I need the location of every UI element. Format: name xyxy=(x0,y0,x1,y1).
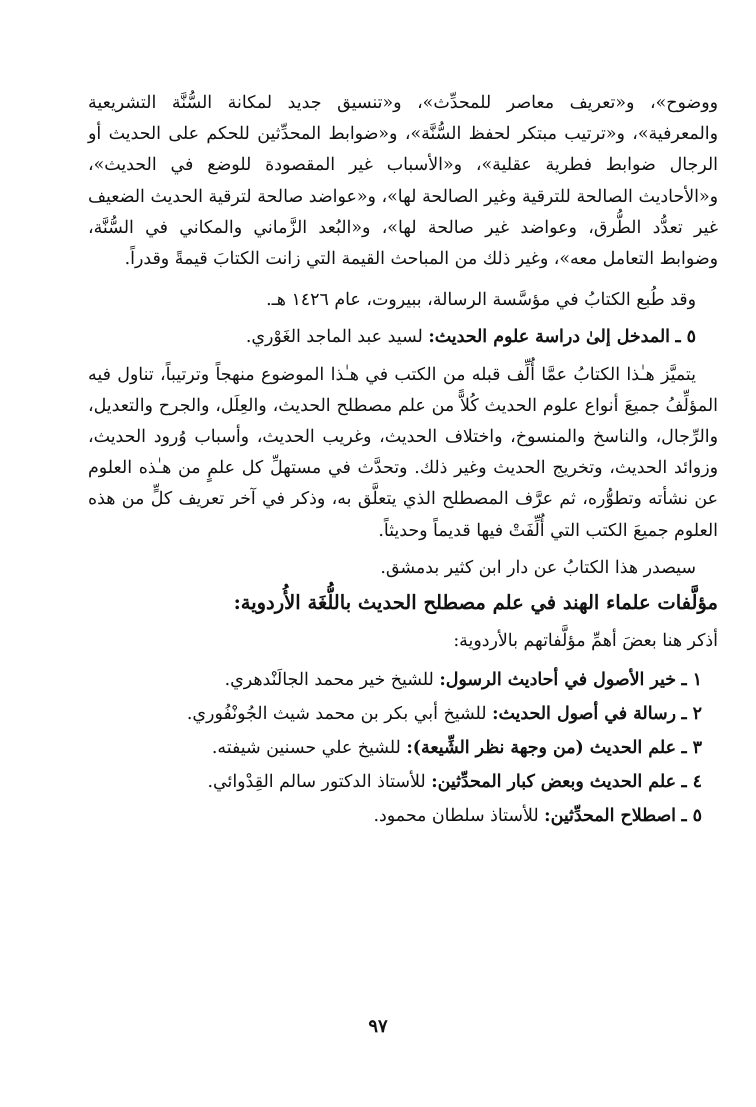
urdu-books-list xyxy=(88,663,718,833)
intro-paragraph: ووضوح»، و«تعريف معاصر للمحدِّث»، و«تنسيق جديد لمكانة السُّنَّة التشريعية والمعرفية»، و«ترتيب مبتكر لحفظ السُّنَّة»، و«ضوابط المحدِّثين للحكم على الحديث أو الرجال ضوابط فطرية عقلية»، و«الأسباب غير المقصودة للوضع في الحديث»، و«الأحاديث الصالحة للترقية وغير الصالحة لها»، و«عواضد صالحة لترقية الحديث الضعيف غير تعدُّد الطُّرق، وعواضد غير صالحة لها»، و«البُعد الزَّماني والمكاني في السُّنَّة، وضوابط التعامل معه»، وغير ذلك من المباحث القيمة التي زانت الكتابَ قيمةً وقدراً. xyxy=(88,93,718,270)
list-item xyxy=(88,731,718,765)
item-title: علم الحديث (من وجهة نظر الشِّيعة): xyxy=(406,738,676,759)
list-item xyxy=(88,765,718,799)
item-number: ٥ ـ xyxy=(681,806,702,827)
section-intro: أذكر هنا بعضَ أهمِّ مؤلَّفاتهم بالأردوية: xyxy=(453,631,718,652)
item-author: للشيخ أبي بكر بن محمد شيث الجُونْفُوري. xyxy=(186,704,487,725)
item-author: للشيخ علي حسنين شيفته. xyxy=(211,738,401,759)
book-number: ٥ ـ xyxy=(675,327,696,348)
page-number: ٩٧ xyxy=(368,1016,388,1037)
book-author: لسيد عبد الماجد الغَوْري. xyxy=(245,327,423,348)
item-title: رسالة في أصول الحديث: xyxy=(492,704,676,725)
item-number: ١ ـ xyxy=(681,670,702,691)
item-author: للأستاذ سلطان محمود. xyxy=(373,806,539,827)
list-item xyxy=(88,799,718,833)
book-entry-5 xyxy=(88,322,718,353)
item-number: ٣ ـ xyxy=(681,738,702,759)
item-number: ٤ ـ xyxy=(681,772,702,793)
publish-note: سيصدر هذا الكتابُ عن دار ابن كثير بدمشق. xyxy=(380,557,696,578)
item-author: للأستاذ الدكتور سالم القِدْوائي. xyxy=(207,772,426,793)
book-description: يتميَّز هـٰذا الكتابُ عمَّا أُلِّف قبله من الكتب في هـٰذا الموضوع منهجاً وترتيباً، تناول فيه المؤلِّفُ جميعَ أنواع علوم الحديث كُلاًّ من علم مصطلح الحديث، والعِلَل، والجرح والتعديل، والرِّجال، والناسخ والمنسوخ، واختلاف الحديث، وغريب الحديث، وأسباب وُرود الحديث، وزوائد الحديث، وتخريج الحديث وغير ذلك. وتحدَّث في مستهلِّ كل علمٍ من هـٰذه العلوم عن نشأته وتطوُّره، ثم عرَّف المصطلح الذي يتعلَّق به، وذكر في آخر تعريف كلٍّ من هذه العلوم جميعَ الكتب التي أُلِّفَتْ فيها قديماً وحديثاً. xyxy=(88,364,718,541)
list-item xyxy=(88,697,718,731)
print-note: وقد طُبع الكتابُ في مؤسَّسة الرسالة، ببيروت، عام ١٤٢٦ هـ. xyxy=(266,290,696,311)
item-number: ٢ ـ xyxy=(681,704,702,725)
item-author: للشيخ خير محمد الجالَنْدهري. xyxy=(224,670,434,691)
item-title: اصطلاح المحدِّثين: xyxy=(544,806,676,827)
item-title: خير الأصول في أحاديث الرسول: xyxy=(439,670,676,691)
item-title: علم الحديث وبعض كبار المحدِّثين: xyxy=(431,772,676,793)
book-title: المدخل إلىٰ دراسة علوم الحديث: xyxy=(428,327,670,348)
page-body xyxy=(88,88,718,833)
section-heading: مؤلَّفات علماء الهند في علم مصطلح الحديث باللُّغَة الأُردوية: xyxy=(233,591,718,615)
list-item xyxy=(88,663,718,697)
